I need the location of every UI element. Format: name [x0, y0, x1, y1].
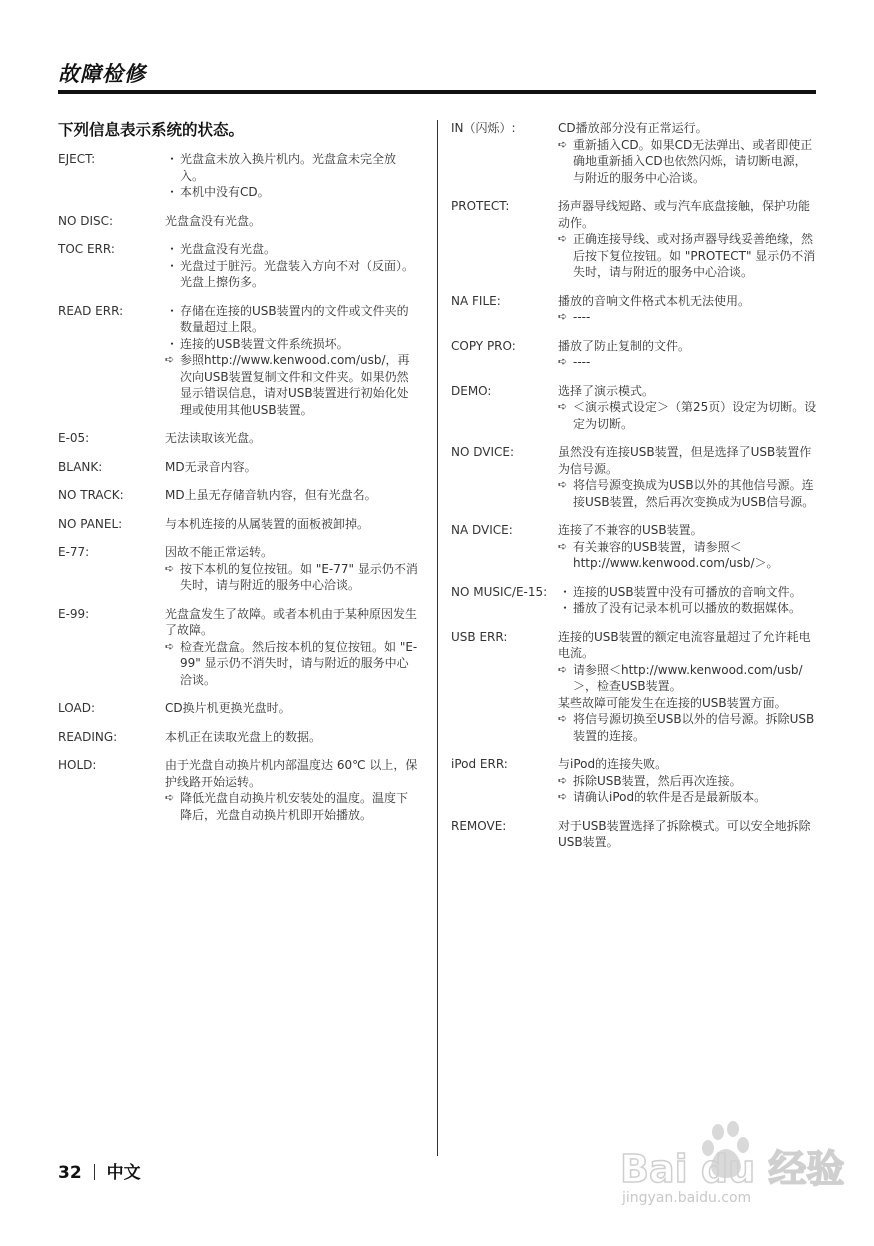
message-description — [165, 729, 418, 746]
remedy-item: ➪ 请确认iPod的软件是否是最新版本。 — [558, 789, 817, 806]
message-description — [558, 120, 817, 186]
message-entry — [451, 522, 817, 572]
message-description — [558, 756, 817, 806]
message-entry — [451, 444, 817, 510]
description-text: 对于USB装置选择了拆除模式。可以安全地拆除USB装置。 — [558, 818, 811, 849]
description-text: 因故不能正常运转。 — [165, 545, 274, 559]
message-entry — [58, 606, 418, 689]
remedy-item: ➪ 参照http://www.kenwood.com/usb/，再次向USB装置复制文件和文件夹。如果仍然显示错误信息，请对USB装置进行初始化处理或使用其他USB装置。 — [165, 352, 418, 418]
message-description — [165, 459, 418, 476]
section-title: 下列信息表示系统的状态。 — [58, 121, 245, 139]
message-entry — [451, 198, 817, 281]
message-description — [165, 516, 418, 533]
bullet-item: ・ 连接的USB装置文件系统损坏。 — [165, 336, 418, 353]
message-entry — [451, 818, 817, 851]
left-column — [58, 120, 418, 835]
remedy-item: ➪ 请参照＜http://www.kenwood.com/usb/＞，检查USB装置。 — [558, 662, 817, 695]
bullet-item: ・ 播放了没有记录本机可以播放的数据媒体。 — [558, 600, 817, 617]
description-text: 光盘盒发生了故障。或者本机由于某种原因发生了故障。 — [165, 606, 418, 637]
message-code: READING: — [58, 729, 118, 744]
description-text: 与本机连接的从属装置的面板被卸掉。 — [165, 516, 370, 531]
bullet-item: ・ 连接的USB装置中没有可播放的音响文件。 — [558, 584, 817, 601]
message-description — [165, 430, 418, 447]
message-description — [558, 818, 817, 851]
right-entries — [451, 120, 817, 851]
message-entry — [451, 383, 817, 433]
message-code: DEMO: — [451, 383, 492, 398]
description-text: 某些故障可能发生在连接的USB装置方面。 — [558, 695, 787, 710]
message-description — [165, 757, 418, 823]
description-text: 连接了不兼容的USB装置。 — [558, 523, 703, 537]
message-entry — [58, 516, 418, 533]
message-entry — [58, 303, 418, 419]
message-entry — [451, 629, 817, 745]
message-description — [165, 606, 418, 689]
message-code: NO DVICE: — [451, 445, 515, 459]
header-rule — [58, 90, 816, 94]
message-entry — [451, 293, 817, 326]
remedy-item: ➪ ＜演示模式设定＞（第25页）设定为切断。设定为切断。 — [558, 399, 817, 432]
message-description — [165, 151, 418, 201]
description-text: CD换片机更换光盘时。 — [165, 701, 291, 715]
description-text: CD播放部分没有正常运行。 — [558, 121, 708, 135]
description-text: 选择了演示模式。 — [558, 383, 655, 398]
footer-separator — [94, 1164, 95, 1180]
page-header — [58, 60, 816, 88]
message-entry — [58, 459, 418, 476]
message-code: LOAD: — [58, 701, 95, 715]
message-code: READ ERR: — [58, 303, 124, 318]
remedy-item: ➪ 检查光盘盒。然后按本机的复位按钮。如 "E-99" 显示仍不消失时，请与附近的服务中心洽谈。 — [165, 639, 418, 689]
message-code: NO MUSIC/E-15: — [451, 584, 548, 599]
left-entries — [58, 151, 418, 823]
message-entry — [451, 338, 817, 371]
remedy-item: ➪ 将信号源变换成为USB以外的其他信号源。连接USB装置，然后再次变换成为USB信号源。 — [558, 477, 817, 510]
remedy-item: ➪ 将信号源切换至USB以外的信号源。拆除USB装置的连接。 — [558, 711, 817, 744]
message-entry — [58, 700, 418, 717]
remedy-item: ➪ 正确连接导线、或对扬声器导线妥善绝缘，然后按下复位按钮。如 "PROTECT" 显示仍不消失时，请与附近的服务中心洽谈。 — [558, 231, 817, 281]
message-description — [558, 198, 817, 281]
message-entry — [58, 151, 418, 201]
message-entry — [58, 544, 418, 594]
bullet-item: ・ 光盘盒没有光盘。 — [165, 241, 418, 258]
message-entry — [58, 213, 418, 230]
message-entry — [58, 757, 418, 823]
bullet-item: ・ 光盘盒未放入换片机内。光盘盒未完全放入。 — [165, 151, 418, 184]
watermark-brand: Bai du 经验 — [620, 1147, 845, 1191]
message-entry — [451, 756, 817, 806]
message-code: NO TRACK: — [58, 488, 124, 502]
column-divider — [437, 120, 438, 1156]
description-text: 与iPod的连接失败。 — [558, 757, 668, 771]
message-code: NA FILE: — [451, 293, 501, 308]
message-description — [558, 584, 817, 617]
message-description — [165, 544, 418, 594]
page-number: 32 — [58, 1163, 82, 1183]
message-code: E-77: — [58, 545, 90, 559]
description-text: 播放了防止复制的文件。 — [558, 338, 691, 353]
message-code: HOLD: — [58, 758, 97, 772]
description-text: 本机正在读取光盘上的数据。 — [165, 729, 322, 744]
message-description — [558, 293, 817, 326]
description-text: 虽然没有连接USB装置，但是选择了USB装置作为信号源。 — [558, 445, 812, 476]
message-code: COPY PRO: — [451, 338, 516, 353]
page-title: 故障检修 — [58, 62, 146, 86]
message-code: REMOVE: — [451, 818, 507, 833]
message-entry — [451, 584, 817, 617]
page-language: 中文 — [106, 1163, 141, 1183]
message-code: E-99: — [58, 606, 90, 621]
message-description — [558, 629, 817, 745]
description-text: 由于光盘自动换片机内部温度达 60℃ 以上，保护线路开始运转。 — [165, 758, 418, 789]
message-code: USB ERR: — [451, 629, 508, 644]
remedy-item: ➪ ---- — [558, 354, 817, 371]
message-description — [165, 487, 418, 504]
message-entry — [58, 430, 418, 447]
page-footer — [58, 1161, 141, 1185]
message-description — [165, 213, 418, 230]
message-entry — [58, 729, 418, 746]
description-text: MD无录音内容。 — [165, 459, 257, 474]
message-code: NO DISC: — [58, 213, 114, 228]
message-code: BLANK: — [58, 459, 103, 474]
remedy-item: ➪ ---- — [558, 309, 817, 326]
message-entry — [58, 241, 418, 291]
remedy-item: ➪ 重新插入CD。如果CD无法弹出、或者即使正确地重新插入CD也依然闪烁，请切断电源，与附近的服务中心洽谈。 — [558, 137, 817, 187]
message-code: IN（闪烁）: — [451, 121, 516, 135]
message-description — [558, 522, 817, 572]
bullet-item: ・ 存储在连接的USB装置内的文件或文件夹的数量超过上限。 — [165, 303, 418, 336]
message-description — [165, 700, 418, 717]
description-text: 无法读取该光盘。 — [165, 431, 262, 445]
remedy-item: ➪ 降低光盘自动换片机安装处的温度。温度下降后，光盘自动换片机即开始播放。 — [165, 790, 418, 823]
message-entry — [58, 487, 418, 504]
message-code: TOC ERR: — [58, 242, 115, 256]
message-code: EJECT: — [58, 152, 96, 166]
remedy-item: ➪ 拆除USB装置，然后再次连接。 — [558, 773, 817, 790]
message-description — [165, 303, 418, 419]
message-code: iPod ERR: — [451, 757, 508, 771]
message-code: NO PANEL: — [58, 516, 123, 531]
right-column — [451, 120, 817, 863]
message-code: E-05: — [58, 431, 90, 445]
message-code: PROTECT: — [451, 199, 510, 213]
remedy-item: ➪ 按下本机的复位按钮。如 "E-77" 显示仍不消失时，请与附近的服务中心洽谈。 — [165, 561, 418, 594]
description-text: MD上虽无存储音轨内容，但有光盘名。 — [165, 488, 377, 502]
message-description — [165, 241, 418, 291]
bullet-item: ・ 本机中没有CD。 — [165, 184, 418, 201]
message-description — [558, 383, 817, 433]
description-text: 光盘盒没有光盘。 — [165, 213, 262, 228]
bullet-item: ・ 光盘过于脏污。光盘装入方向不对（反面）。光盘上擦伤多。 — [165, 258, 418, 291]
description-text: 播放的音响文件格式本机无法使用。 — [558, 293, 751, 308]
message-description — [558, 444, 817, 510]
message-entry — [451, 120, 817, 186]
description-text: 扬声器导线短路、或与汽车底盘接触，保护功能动作。 — [558, 199, 811, 230]
remedy-item: ➪ 有关兼容的USB装置，请参照＜http://www.kenwood.com/usb/＞。 — [558, 539, 817, 572]
message-code: NA DVICE: — [451, 523, 513, 537]
watermark-url: jingyan.baidu.com — [622, 1190, 752, 1206]
description-text: 连接的USB装置的额定电流容量超过了允许耗电电流。 — [558, 629, 811, 660]
message-description — [558, 338, 817, 371]
